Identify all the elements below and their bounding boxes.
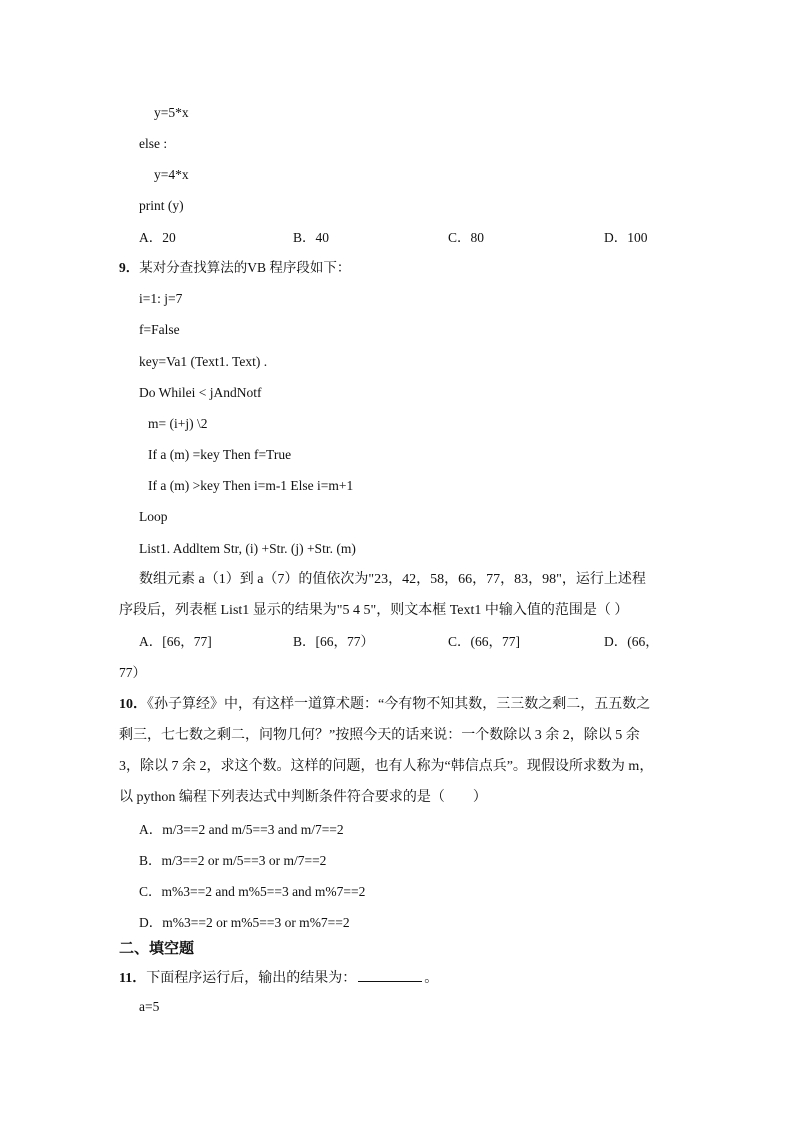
question-number: 11． (119, 971, 147, 986)
option-d: D．100 (604, 230, 648, 245)
option-a: A．[66，77] (139, 634, 212, 649)
code-line: y=5*x (154, 105, 189, 120)
question-text: 剩三，七七数之剩二，问物几何？”按照今天的话来说：一个数除以 3 余 2，除以 5 余 (119, 728, 640, 743)
option-d: D．(66， (604, 634, 659, 649)
option-b: B．40 (293, 230, 330, 245)
question-text: 序段后，列表框 List1 显示的结果为"5 4 5"，则文本框 Text1 中输入值的范围是（ ） (119, 603, 629, 618)
code-line: y=4*x (154, 167, 189, 182)
question-text: 数组元素 a（1）到 a（7）的值依次为"23，42，58，66，77，83，98"，运行上述程 (139, 572, 646, 587)
question-stem: 《孙子算经》中，有这样一道算术题：“今有物不知其数，三三数之剩二，五五数之 (147, 697, 651, 712)
section-title: 二、填空题 (119, 941, 195, 957)
option-a: A．20 (139, 230, 176, 245)
code-line: Do Whilei < jAndNotf (139, 385, 262, 400)
question-stem-end: 。 (424, 971, 439, 986)
question-9 (119, 259, 350, 277)
question-number: 10． (119, 697, 147, 712)
option-b: B．m/3==2 or m/5==3 or m/7==2 (139, 853, 327, 868)
code-line: m= (i+j) \2 (148, 416, 208, 431)
question-10 (119, 696, 650, 714)
code-line: If a (m) >key Then i=m-1 Else i=m+1 (148, 478, 354, 493)
option-b: B．[66，77） (293, 634, 374, 649)
question-stem: 下面程序运行后，输出的结果为： (146, 971, 357, 986)
option-c: C．80 (448, 230, 485, 245)
code-line: else : (139, 136, 168, 151)
question-text: 以 python 编程下列表达式中判断条件符合要求的是（ ） (119, 790, 487, 805)
question-number: 9． (119, 260, 140, 275)
code-line: key=Va1 (Text1. Text) . (139, 354, 268, 369)
code-line: print (y) (139, 198, 184, 213)
code-line: List1. Addltem Str, (i) +Str. (j) +Str. (m) (139, 541, 356, 556)
code-line: a=5 (139, 999, 160, 1014)
code-line: f=False (139, 322, 180, 337)
option-d-wrap: 77） (119, 665, 146, 680)
option-c: C．m%3==2 and m%5==3 and m%7==2 (139, 884, 366, 899)
option-c: C．(66，77] (448, 634, 520, 649)
question-11 (119, 967, 438, 988)
question-text: 3，除以 7 余 2，求这个数。这样的问题，也有人称为“韩信点兵”。现假设所求数为 m， (119, 759, 654, 774)
code-line: If a (m) =key Then f=True (148, 447, 292, 462)
code-line: Loop (139, 509, 168, 524)
answer-blank[interactable] (358, 967, 422, 982)
option-a: A．m/3==2 and m/5==3 and m/7==2 (139, 822, 344, 837)
question-stem: 某对分查找算法的VB 程序段如下： (139, 260, 351, 275)
code-line: i=1: j=7 (139, 291, 183, 306)
option-d: D．m%3==2 or m%5==3 or m%7==2 (139, 915, 350, 930)
